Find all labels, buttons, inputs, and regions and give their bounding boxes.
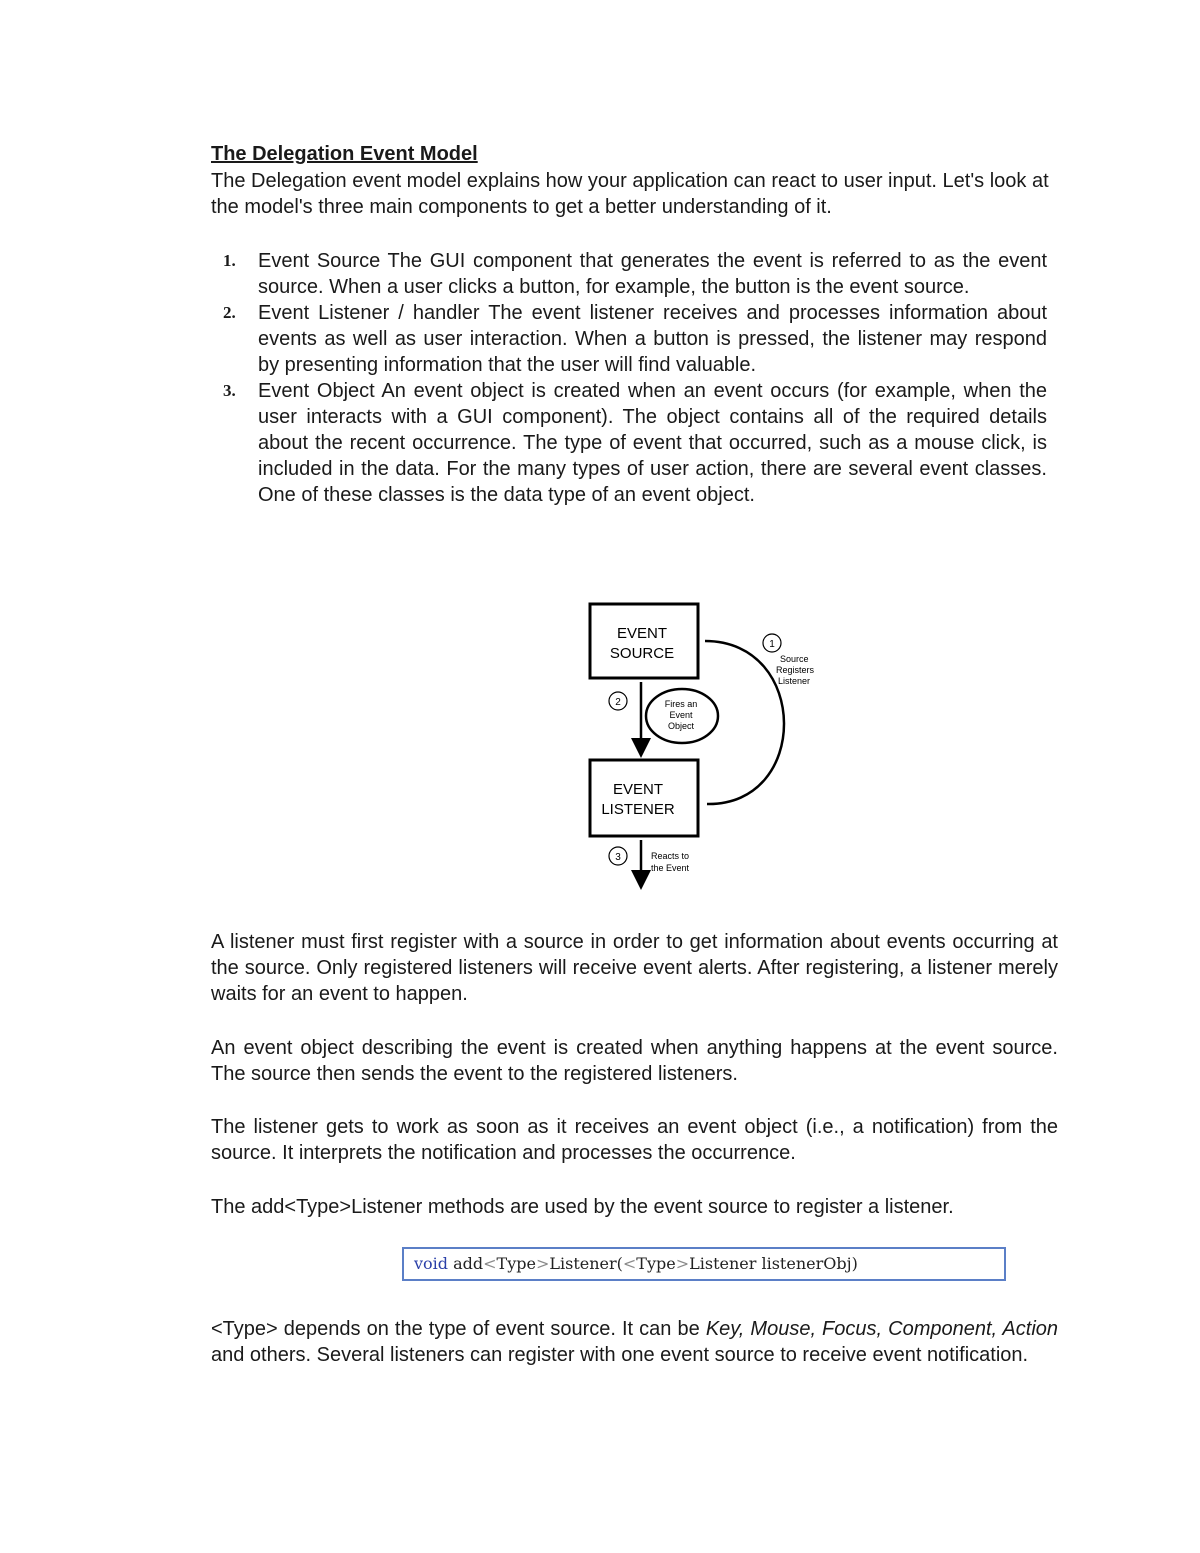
list-item-text: Event Listener / handler The event listener receives and processes information about events as well as user interaction. When a button is pressed, the listener may respond by presenting information that the user will find valuable.	[258, 302, 1047, 376]
event-source-label-line1: EVENT	[616, 625, 668, 642]
list-number: 1.	[223, 251, 236, 270]
list-item	[211, 248, 1047, 300]
step-1-number: 1	[769, 639, 775, 650]
code-rest: Listener(	[549, 1254, 623, 1273]
reacts-label-line2: the Event	[651, 863, 690, 873]
paragraph-listener-work: The listener gets to work as soon as it receives an event object (i.e., a notification) from the source. It interprets the notification and processes the occurrence.	[211, 1116, 1058, 1164]
code-type: Type	[496, 1254, 536, 1273]
paragraph-type-examples: Key, Mouse, Focus, Component, Action	[705, 1318, 1059, 1340]
code-lt: <	[622, 1254, 637, 1273]
list-item	[211, 300, 1047, 378]
code-rest: Listener listenerObj)	[689, 1254, 858, 1273]
step-1-label-line3: Listener	[778, 676, 811, 686]
paragraph-type-end: and others. Several listeners can register with one event source to receive event notification.	[211, 1344, 1029, 1366]
intro-paragraph: The Delegation event model explains how your application can react to user input. Let's look at the model's three main components to get a better understanding of it.	[211, 170, 1049, 218]
step-3-number: 3	[615, 852, 621, 863]
list-number: 3.	[223, 381, 236, 400]
code-type: Type	[636, 1254, 676, 1273]
paragraph-type-start: <Type> depends on the type of event source. It can be	[211, 1318, 706, 1340]
code-lt: <	[483, 1254, 497, 1273]
code-keyword: void	[414, 1254, 449, 1273]
event-listener-box	[590, 760, 698, 836]
event-source-label-line2: SOURCE	[609, 645, 675, 662]
page-title: The Delegation Event Model	[211, 143, 478, 165]
paragraph-type-depends	[211, 1316, 1058, 1368]
delegation-diagram	[560, 596, 860, 896]
fires-label-line1: Fires an	[664, 699, 698, 709]
paragraph-register: A listener must first register with a source in order to get information about events occurring at the source. Only registered listeners will receive event alerts. After registering, a listener merely waits for an event to happen.	[211, 931, 1058, 1005]
paragraph-add-methods: The add<Type>Listener methods are used by the event source to register a listener.	[211, 1196, 954, 1218]
fires-label-line3: Object	[667, 721, 695, 731]
step-1-label-line2: Registers	[776, 665, 815, 675]
code-method-name: add	[448, 1254, 484, 1273]
component-list	[211, 248, 1047, 508]
list-number: 2.	[223, 303, 236, 322]
list-item-text: Event Source The GUI component that generates the event is referred to as the event source. When a user clicks a button, for example, the button is the event source.	[258, 250, 1047, 298]
fires-label-line2: Event	[669, 710, 693, 720]
step-2-number: 2	[615, 697, 621, 708]
reacts-label-line1: Reacts to	[651, 851, 690, 861]
event-listener-label-line1: EVENT	[612, 781, 664, 798]
list-item-text: Event Object An event object is created when an event occurs (for example, when the user interacts with a GUI component). The object contains all of the required details about the recent occurrence. The type of event that occurred, such as a mouse click, is included in the data. For the many types of user action, there are several event classes. One of these classes is the data type of an event object.	[258, 380, 1047, 506]
code-gt: >	[535, 1254, 550, 1273]
event-listener-label-line2: LISTENER	[601, 801, 675, 818]
code-gt: >	[675, 1254, 690, 1273]
list-item	[211, 378, 1047, 508]
paragraph-event-object: An event object describing the event is created when anything happens at the event source. The source then sends the event to the registered listeners.	[211, 1037, 1058, 1085]
code-snippet	[402, 1247, 1006, 1281]
step-1-label-line1: Source	[780, 654, 809, 664]
